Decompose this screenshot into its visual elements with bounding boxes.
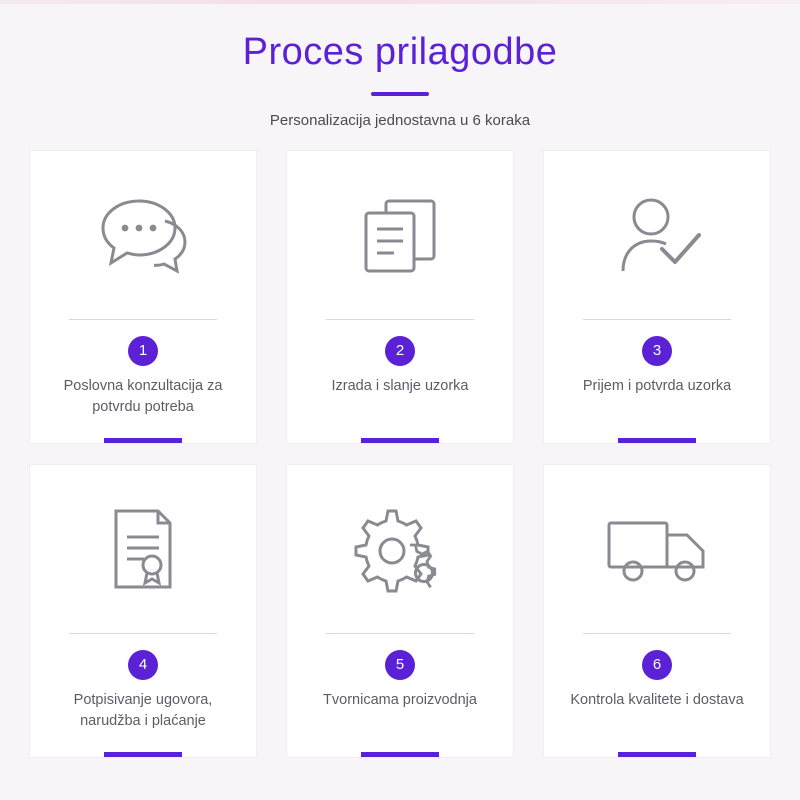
step-label: Izrada i slanje uzorka <box>331 377 469 394</box>
step-number-badge: 3 <box>642 336 672 366</box>
step-number-badge: 4 <box>128 650 158 680</box>
page-header <box>0 0 800 129</box>
page-subtitle: Personalizacija jednostavna u 6 koraka <box>269 111 531 129</box>
step-card[interactable] <box>544 465 770 757</box>
card-bottom-bar <box>104 438 182 443</box>
card-bottom-bar <box>618 438 696 443</box>
gears-icon <box>287 465 513 633</box>
card-divider <box>326 633 474 634</box>
step-label: Kontrola kvalitete i dostava <box>570 691 744 708</box>
card-divider <box>583 319 731 320</box>
card-divider <box>69 319 217 320</box>
step-label: Potpisivanje ugovora, narudžba i plaćanje <box>73 691 213 729</box>
card-bottom-bar <box>361 438 439 443</box>
step-label: Prijem i potvrda uzorka <box>582 377 732 394</box>
user-check-icon <box>544 151 770 319</box>
step-number-badge: 1 <box>128 336 158 366</box>
step-label: Poslovna konzultacija za potvrdu potreba <box>63 377 223 415</box>
step-card[interactable] <box>287 151 513 443</box>
card-divider <box>583 633 731 634</box>
delivery-truck-icon <box>544 465 770 633</box>
card-bottom-bar <box>361 752 439 757</box>
top-accent-bar <box>0 0 800 4</box>
contract-seal-icon <box>30 465 256 633</box>
documents-icon <box>287 151 513 319</box>
card-divider <box>69 633 217 634</box>
card-bottom-bar <box>104 752 182 757</box>
card-bottom-bar <box>618 752 696 757</box>
step-card[interactable] <box>287 465 513 757</box>
card-divider <box>326 319 474 320</box>
step-card[interactable] <box>30 151 256 443</box>
step-number-badge: 5 <box>385 650 415 680</box>
step-number-badge: 2 <box>385 336 415 366</box>
step-card[interactable] <box>30 465 256 757</box>
step-label: Tvornicama proizvodnja <box>323 691 477 708</box>
step-number-badge: 6 <box>642 650 672 680</box>
chat-bubbles-icon <box>30 151 256 319</box>
process-steps-grid <box>30 151 770 757</box>
step-card[interactable] <box>544 151 770 443</box>
page-title: Proces prilagodbe <box>242 31 558 73</box>
title-underline <box>371 92 429 96</box>
